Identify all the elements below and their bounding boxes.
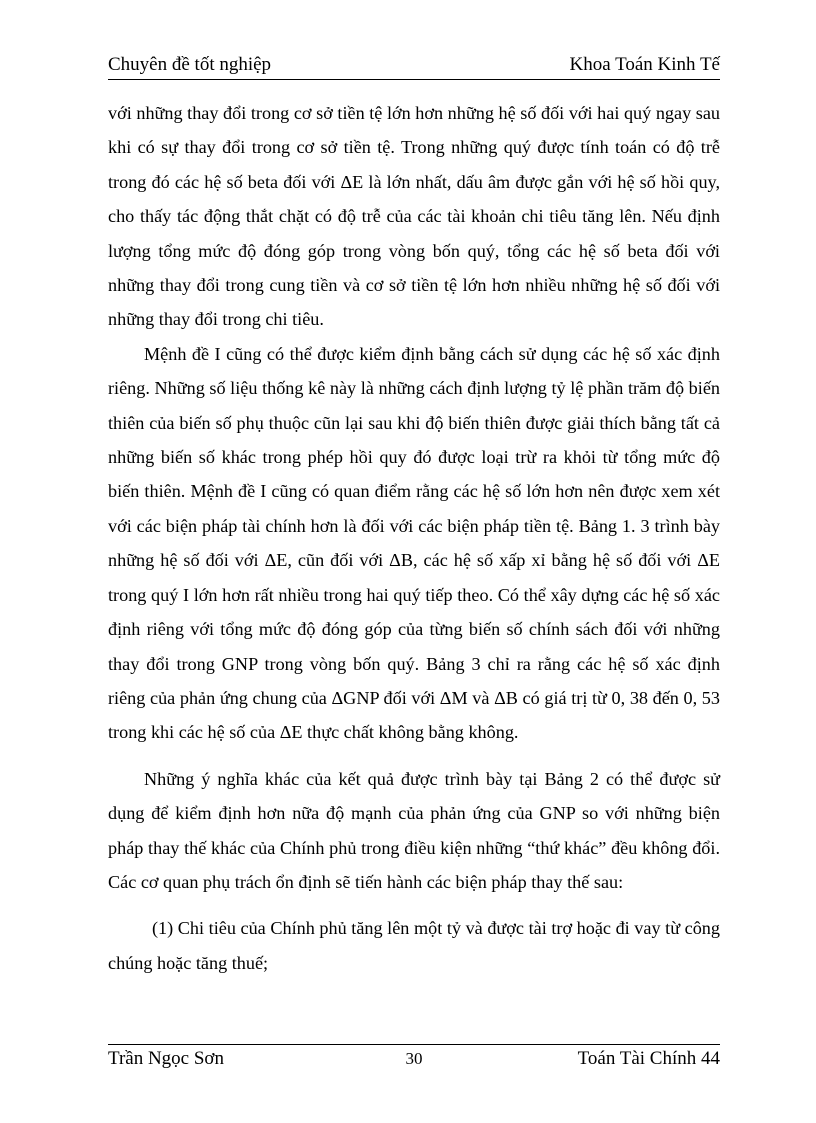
page-footer bbox=[108, 1044, 720, 1073]
footer-author: Trần Ngọc Sơn bbox=[108, 1048, 224, 1069]
header-right-text: Khoa Toán Kinh Tế bbox=[569, 54, 720, 75]
paragraph: (1) Chi tiêu của Chính phủ tăng lên một tỷ và được tài trợ hoặc đi vay từ công chúng hoặc tăng thuế; bbox=[108, 918, 720, 973]
footer-right-text: Toán Tài Chính 44 bbox=[577, 1048, 720, 1069]
page-body bbox=[108, 96, 720, 980]
paragraph: Mệnh đề I cũng có thể được kiểm định bằng cách sử dụng các hệ số xác định riêng. Những số liệu thống kê này là những cách định lượng tỷ lệ phần trăm độ biến thiên của biến số phụ thuộc cũn lại sau khi độ biến thiên được giải thích bằng tất cả những biến số khác trong phép hồi quy đó được loại trừ ra khỏi từ tổng mức độ biến thiên. Mệnh đề I cũng có quan điểm rằng các hệ số lớn hơn nên được xem xét với các biện pháp tài chính hơn là đối với các biện pháp tiền tệ. Bảng 1. 3 trình bày những hệ số đối với ΔE, cũn đối với ΔB, các hệ số xấp xỉ bằng hệ số đối với ΔE trong quý I lớn hơn rất nhiều trong hai quý tiếp theo. Có thể xây dựng các hệ số xác định riêng với tổng mức độ đóng góp của từng biến số chính sách đối với những thay đổi trong GNP trong vòng bốn quý. Bảng 3 chỉ ra rằng các hệ số xác định riêng của phản ứng chung của ΔGNP đối với ΔM và ΔB có giá trị từ 0, 38 đến 0, 53 trong khi các hệ số của ΔE thực chất không bằng không. bbox=[108, 343, 720, 743]
paragraph: với những thay đổi trong cơ sở tiền tệ lớn hơn những hệ số đối với hai quý ngay sau khi có sự thay đổi trong cơ sở tiền tệ. Trong những quý được tính toán có độ trễ trong đó các hệ số beta đối với ΔE là lớn nhất, dấu âm được gắn với hệ số hồi quy, cho thấy tác động thắt chặt có độ trễ của các tài khoản chi tiêu tăng lên. Nếu định lượng tổng mức độ đóng góp trong vòng bốn quý, tổng các hệ số beta đối với những thay đổi trong cung tiền và cơ sở tiền tệ lớn hơn nhiều những hệ số đối với những thay đổi trong chi tiêu. bbox=[108, 103, 720, 330]
paragraph: Những ý nghĩa khác của kết quả được trình bày tại Bảng 2 có thể được sử dụng để kiểm định hơn nữa độ mạnh của phản ứng của GNP so với những biện pháp thay thế khác của Chính phủ trong điều kiện những “thứ khác” đều không đổi. Các cơ quan phụ trách ổn định sẽ tiến hành các biện pháp thay thế sau: bbox=[108, 768, 720, 892]
header-left-text: Chuyên đề tốt nghiệp bbox=[108, 54, 272, 75]
page-header bbox=[108, 50, 720, 80]
page-number: 30 bbox=[405, 1049, 423, 1068]
